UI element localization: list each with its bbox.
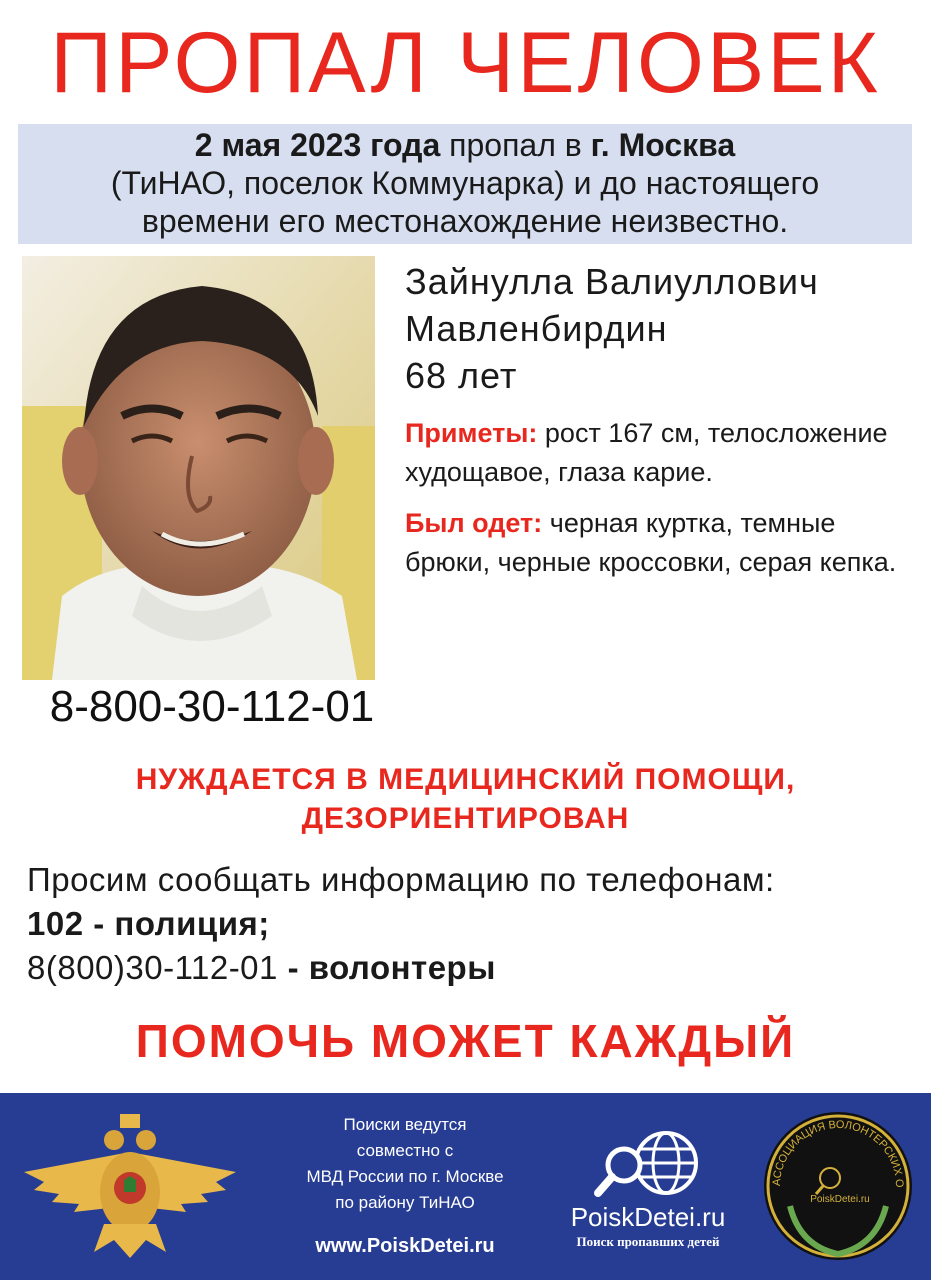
warning-line-2: ДЕЗОРИЕНТИРОВАН [301,802,630,835]
mvd-eagle-emblem [14,1112,246,1260]
person-photo [22,256,375,680]
footer-line: Поиски ведутся [343,1115,467,1134]
hotline-number: 8-800-30-112-01 [49,682,375,731]
person-name-line1: Зайнулла Валиуллович [405,261,819,302]
missing-date: 2 мая 2023 года [194,127,441,163]
person-name-line2: Мавленбирдин [405,308,668,349]
police-label: - полиция; [83,905,270,942]
footer-line: по району ТиНАО [335,1193,475,1212]
clothes-paragraph [405,504,920,582]
poiskdetei-logo-subtitle: Поиск пропавших детей [576,1234,720,1249]
person-name [405,258,925,399]
volunteer-association-seal [760,1106,916,1266]
police-number: 102 [27,905,84,942]
footer-line: совместно с [356,1141,454,1160]
contact-volunteers [27,946,917,990]
person-details [405,414,920,594]
footer-line: МВД России по г. Москве [306,1167,504,1186]
missing-city: г. Москва [590,127,736,163]
info-line-3: времени его местонахождение неизвестно. [141,203,789,239]
warning-line-1: НУЖДАЕТСЯ В МЕДИЦИНСКИЙ ПОМОЩИ, [135,763,796,796]
volunteers-number: 8(800)30-112-01 [27,949,278,986]
signs-label: Приметы: [405,418,538,448]
person-age: 68 лет [405,355,518,396]
info-line-2: (ТиНАО, поселок Коммунарка) и до настоящего [110,165,820,201]
contact-intro: Просим сообщать информацию по телефонам: [27,861,775,898]
help-slogan: ПОМОЧЬ МОЖЕТ КАЖДЫЙ [135,1015,796,1067]
signs-paragraph [405,414,920,492]
poster-title: ПРОПАЛ ЧЕЛОВЕК [50,15,881,111]
contact-info [27,858,917,990]
info-banner-text [18,124,912,240]
seal-site-text: PoiskDetei.ru [810,1194,870,1205]
medical-warning [0,760,931,838]
footer-search-note [290,1112,520,1216]
seal-ring-text: АССОЦИАЦИЯ ВОЛОНТЕРСКИХ О [770,1118,906,1188]
clothes-label: Был одет: [405,508,543,538]
footer-website-link[interactable]: www.PoiskDetei.ru [315,1235,495,1257]
volunteers-label: - волонтеры [277,949,496,986]
poiskdetei-logo-text: PoiskDetei.ru [570,1202,726,1232]
info-mid: пропал в [440,127,591,163]
contact-police [27,902,917,946]
clothes-text: черная куртка, темные брюки, черные кроссовки, серая кепка. [405,508,897,577]
signs-text: рост 167 см, телосложение худощавое, глаза карие. [405,418,888,487]
